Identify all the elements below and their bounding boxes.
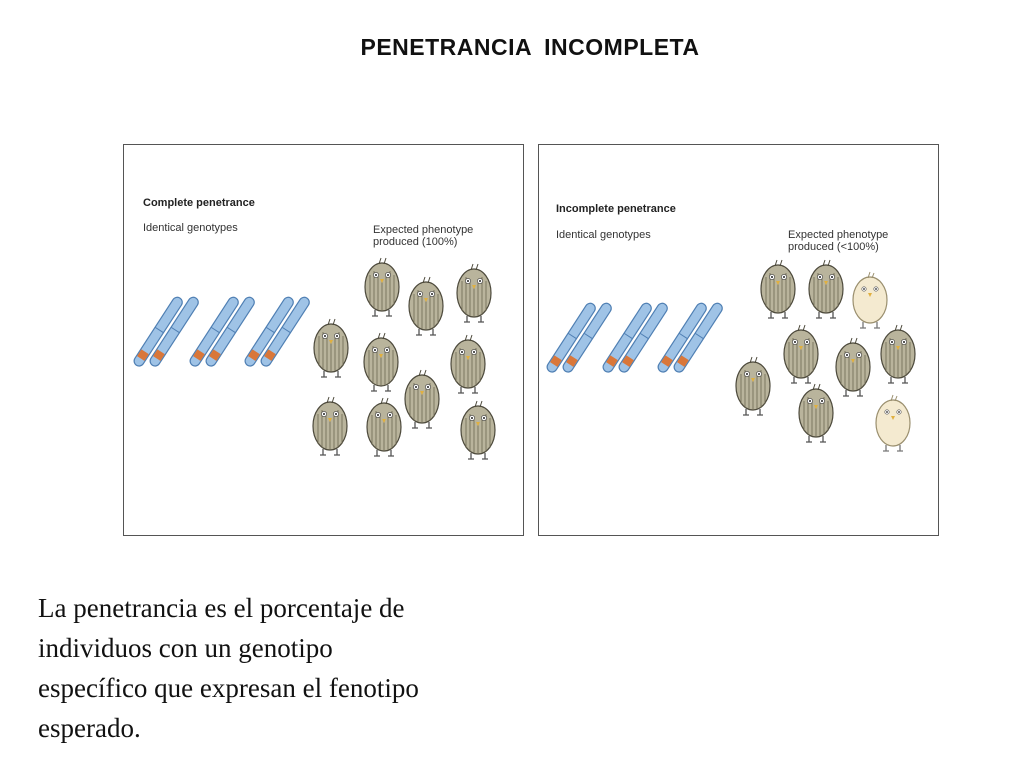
- bird-unexpected-phenotype: [876, 395, 910, 451]
- complete-penetrance-panel: [123, 144, 524, 536]
- bird-expected-phenotype: [461, 401, 495, 459]
- bird-expected-phenotype: [409, 277, 443, 335]
- incomplete-genotype-label: Identical genotypes: [556, 229, 651, 241]
- complete-phenotype-line1: Expected phenotype: [373, 224, 474, 236]
- bird-expected-phenotype: [405, 370, 439, 428]
- complete-penetrance-heading: Complete penetrance: [143, 197, 255, 209]
- incomplete-phenotype-line1: Expected phenotype: [788, 229, 889, 241]
- bird-unexpected-phenotype: [853, 272, 887, 328]
- bird-expected-phenotype: [761, 260, 795, 318]
- chromosome-pair: [601, 301, 669, 374]
- chromosome-pair: [656, 301, 724, 374]
- bird-expected-phenotype: [365, 258, 399, 316]
- complete-penetrance-illustration: [124, 145, 525, 537]
- complete-genotype-label: Identical genotypes: [143, 222, 238, 234]
- incomplete-penetrance-heading: Incomplete penetrance: [556, 203, 676, 215]
- bird-expected-phenotype: [364, 333, 398, 391]
- chromosome-pair: [243, 295, 311, 368]
- incomplete-penetrance-illustration: [539, 145, 940, 537]
- bird-expected-phenotype: [367, 398, 401, 456]
- bird-expected-phenotype: [457, 264, 491, 322]
- chromosome-pair: [188, 295, 256, 368]
- caption-line: específico que expresan el fenotipo: [38, 673, 419, 703]
- chromosome-pair: [132, 295, 200, 368]
- caption-line: La penetrancia es el porcentaje de: [38, 593, 405, 623]
- caption-paragraph: [38, 588, 538, 748]
- caption-line: individuos con un genotipo: [38, 633, 333, 663]
- bird-expected-phenotype: [313, 397, 347, 455]
- bird-expected-phenotype: [314, 319, 348, 377]
- slide-title: PENETRANCIA INCOMPLETA: [360, 34, 700, 60]
- complete-phenotype-line2: produced (100%): [373, 236, 458, 248]
- bird-expected-phenotype: [881, 325, 915, 383]
- incomplete-phenotype-line2: produced (<100%): [788, 241, 879, 253]
- bird-expected-phenotype: [809, 260, 843, 318]
- bird-expected-phenotype: [784, 325, 818, 383]
- chromosome-pair: [545, 301, 613, 374]
- incomplete-penetrance-panel: [538, 144, 939, 536]
- bird-expected-phenotype: [736, 357, 770, 415]
- bird-expected-phenotype: [799, 384, 833, 442]
- bird-expected-phenotype: [836, 338, 870, 396]
- bird-expected-phenotype: [451, 335, 485, 393]
- caption-line: esperado.: [38, 713, 141, 743]
